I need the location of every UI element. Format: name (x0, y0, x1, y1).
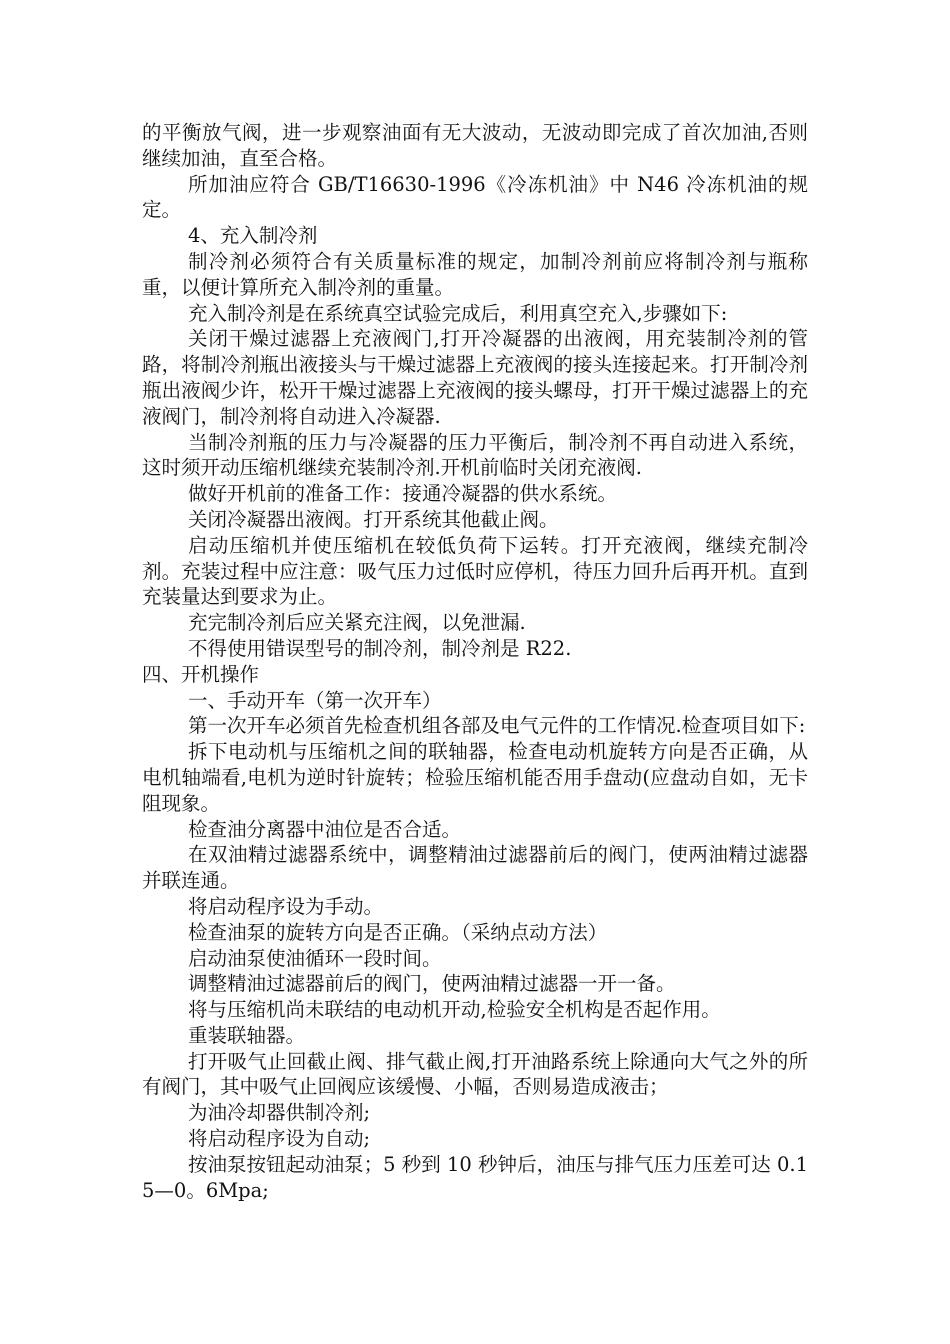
paragraph: 调整精油过滤器前后的阀门，使两油精过滤器一开一备。 (188, 972, 676, 996)
paragraph: 拆下电动机与压缩机之间的联轴器，检查电动机旋转方向是否正确，从电机轴端看,电机为逆时针旋转；检验压缩机能否用手盘动(应盘动自如，无卡阻现象。 (142, 740, 808, 815)
paragraph: 检查油泵的旋转方向是否正确。（采纳点动方法） (188, 920, 608, 944)
paragraph: 检查油分离器中油位是否合适。 (188, 817, 462, 841)
paragraph: 打开吸气止回截止阀、排气截止阀,打开油路系统上除通向大气之外的所有阀门，其中吸气止回阀应该缓慢、小幅，否则易造成液击； (142, 1049, 808, 1099)
paragraph: 不得使用错误型号的制冷剂，制冷剂是 R22. (188, 636, 572, 660)
paragraph: 的平衡放气阀，进一步观察油面有无大波动，无波动即完成了首次加油,否则继续加油，直至合格。 (142, 121, 808, 170)
paragraph: 制冷剂必须符合有关质量标准的规定，加制冷剂前应将制冷剂与瓶称重，以便计算所充入制冷剂的重量。 (142, 249, 808, 299)
paragraph: 将与压缩机尚未联结的电动机开动,检验安全机构是否起作用。 (188, 998, 721, 1022)
paragraph: 启动油泵使油循环一段时间。 (188, 946, 442, 970)
paragraph: 当制冷剂瓶的压力与冷凝器的压力平衡后，制冷剂不再自动进入系统，这时须开动压缩机继续充装制冷剂.开机前临时关闭充液阀. (142, 430, 808, 480)
paragraph: 为油冷却器供制冷剂; (188, 1101, 371, 1125)
paragraph: 将启动程序设为手动。 (188, 894, 384, 918)
paragraph: 关闭干燥过滤器上充液阀门,打开冷凝器的出液阀，用充装制冷剂的管路，将制冷剂瓶出液接头与干燥过滤器上充液阀的接头连接起来。打开制冷剂瓶出液阀少许，松开干燥过滤器上充液阀的接头螺母，打开干燥过滤器上的充液阀门，制冷剂将自动进入冷凝器. (142, 327, 808, 428)
paragraph: 在双油精过滤器系统中，调整精油过滤器前后的阀门，使两油精过滤器并联连通。 (142, 843, 808, 893)
section-heading: 一、手动开车（第一次开车） (188, 688, 442, 712)
paragraph: 做好开机前的准备工作：接通冷凝器的供水系统。 (188, 482, 618, 506)
paragraph: 充完制冷剂后应关紧充注阀，以免泄漏. (188, 611, 526, 635)
chapter-heading: 四、开机操作 (142, 662, 260, 686)
paragraph: 启动压缩机并使压缩机在较低负荷下运转。打开充液阀，继续充制冷剂。充装过程中应注意：吸气压力过低时应停机，待压力回升后再开机。直到充装量达到要求为止。 (142, 533, 808, 609)
paragraph: 将启动程序设为自动; (188, 1127, 371, 1151)
paragraph: 第一次开车必须首先检查机组各部及电气元件的工作情况.检查项目如下: (188, 714, 806, 738)
paragraph: 重装联轴器。 (188, 1023, 306, 1047)
document-page (142, 120, 808, 1203)
paragraph: 充入制冷剂是在系统真空试验完成后，利用真空充入,步骤如下: (188, 301, 728, 325)
paragraph: 按油泵按钮起动油泵；5 秒到 10 秒钟后，油压与排气压力压差可达 0.15—0。6Mpa; (142, 1152, 808, 1202)
paragraph: 所加油应符合 GB/T16630-1996《冷冻机油》中 N46 冷冻机油的规定。 (142, 172, 808, 222)
paragraph: 关闭冷凝器出液阀。打开系统其他截止阀。 (188, 507, 559, 531)
section-heading: 4、充入制冷剂 (188, 224, 318, 248)
